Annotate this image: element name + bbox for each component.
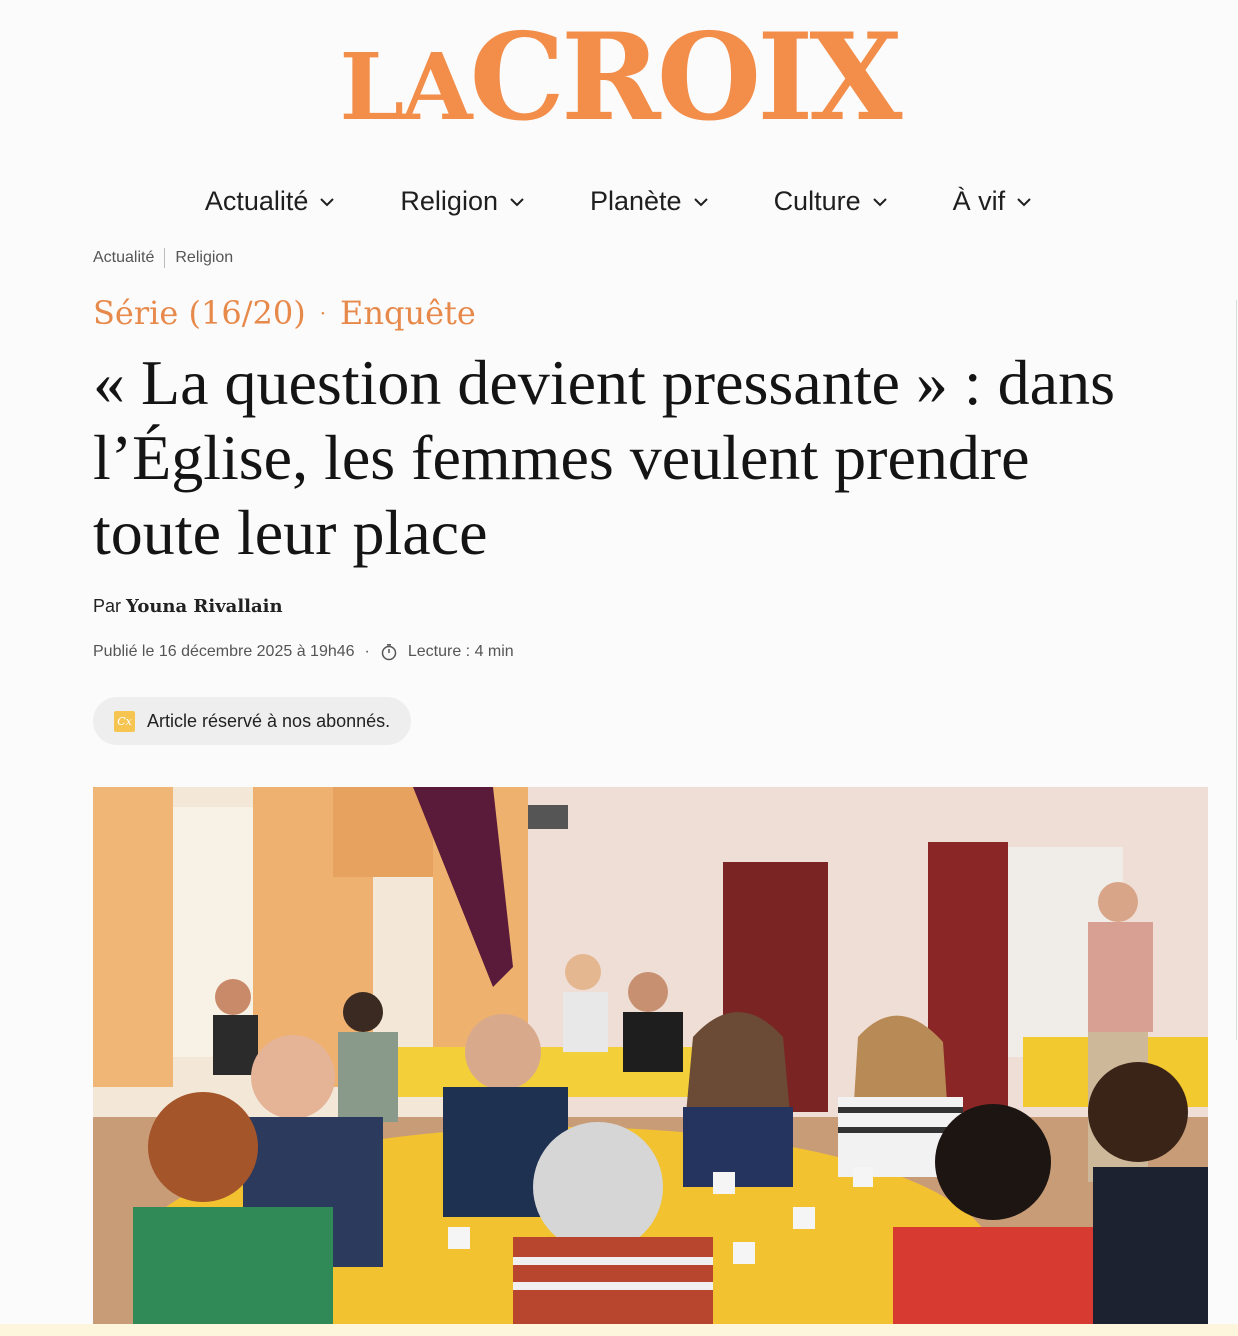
nav-label: Actualité	[204, 186, 309, 216]
breadcrumb	[93, 248, 233, 268]
reading-time: Lecture : 4 min	[407, 643, 514, 660]
subscriber-badge-label: Article réservé à nos abonnés.	[147, 710, 391, 731]
chevron-down-icon	[508, 193, 526, 211]
article-kicker	[93, 294, 476, 332]
kicker-separator: ·	[319, 301, 327, 325]
category-label[interactable]: Enquête	[340, 294, 476, 332]
author-prefix: Par	[93, 596, 122, 616]
chevron-down-icon	[871, 193, 889, 211]
subscriber-badge-icon: Cx	[114, 711, 135, 732]
subscriber-badge[interactable]	[93, 697, 411, 745]
meta-separator: ·	[364, 643, 370, 660]
breadcrumb-separator	[164, 248, 165, 268]
article-hero-image	[93, 787, 1208, 1324]
chevron-down-icon	[692, 193, 710, 211]
nav-item-religion[interactable]	[400, 186, 526, 217]
chevron-down-icon	[318, 193, 336, 211]
article-meta	[93, 643, 514, 661]
nav-label: Planète	[589, 186, 682, 216]
main-nav	[0, 186, 1238, 217]
nav-label: À vif	[952, 186, 1006, 216]
bottom-banner-edge	[0, 1324, 1238, 1336]
scrollbar-track[interactable]	[1236, 300, 1237, 1040]
nav-item-a-vif[interactable]	[953, 186, 1034, 217]
breadcrumb-actualite[interactable]: Actualité	[93, 249, 155, 266]
author-line	[93, 596, 283, 617]
nav-item-actualite[interactable]	[205, 186, 337, 217]
chevron-down-icon	[1015, 193, 1033, 211]
logo-la: LA	[339, 33, 470, 141]
nav-label: Culture	[773, 186, 861, 216]
author-name[interactable]: Youna Rivallain	[126, 596, 283, 617]
breadcrumb-religion[interactable]: Religion	[175, 249, 234, 266]
timer-icon	[380, 643, 398, 661]
logo-croix: CROIX	[469, 7, 899, 148]
article-title: « La question devient pressante » : dans l’Église, les femmes veulent prendre toute leur place	[93, 347, 1115, 568]
nav-item-planete[interactable]	[590, 186, 710, 217]
publish-date: Publié le 16 décembre 2025 à 19h46	[93, 643, 355, 660]
site-logo[interactable]	[0, 7, 1238, 148]
series-label[interactable]: Série (16/20)	[93, 294, 306, 332]
nav-label: Religion	[400, 186, 498, 216]
nav-item-culture[interactable]	[774, 186, 889, 217]
